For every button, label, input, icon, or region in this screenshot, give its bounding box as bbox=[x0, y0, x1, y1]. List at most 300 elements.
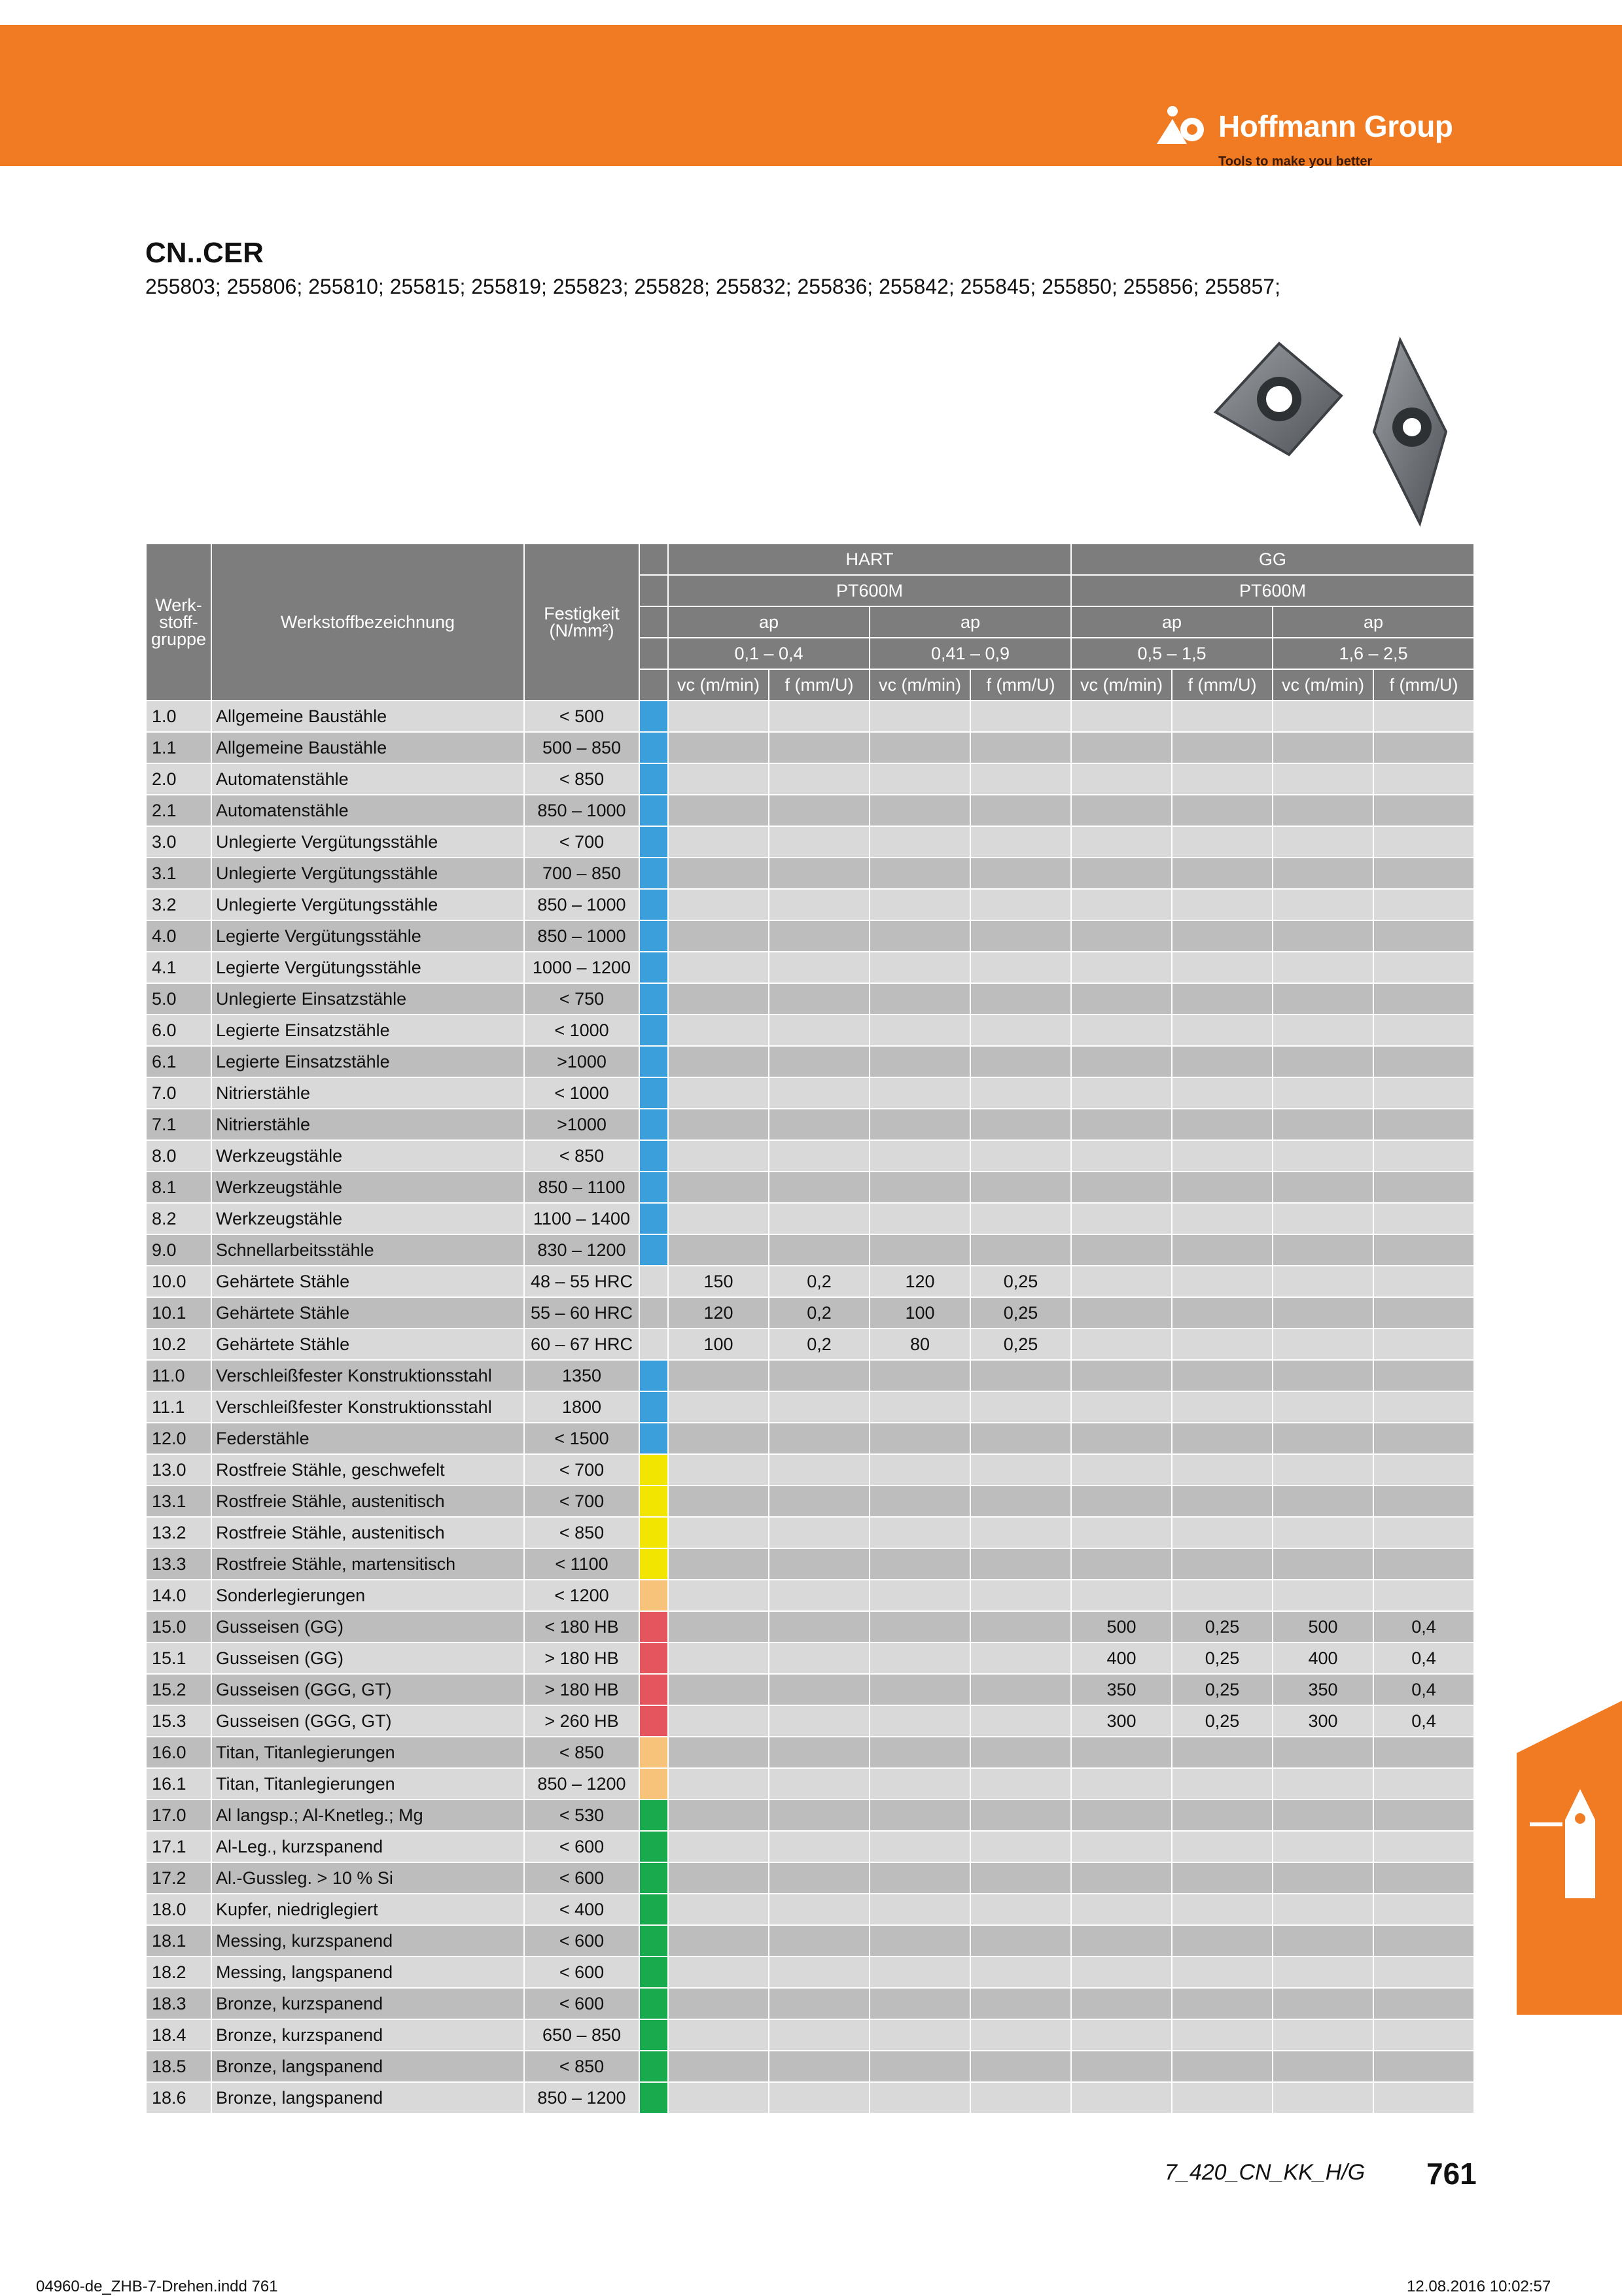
feed-value bbox=[1172, 1360, 1273, 1391]
feed-value: 0,2 bbox=[769, 1329, 870, 1360]
cutting-speed-value bbox=[1273, 1548, 1373, 1580]
material-strength: < 850 bbox=[524, 1737, 639, 1768]
material-name: Nitrierstähle bbox=[211, 1109, 524, 1140]
feed-value bbox=[769, 1862, 870, 1894]
cutting-speed-value bbox=[668, 1172, 769, 1203]
material-name: Kupfer, niedriglegiert bbox=[211, 1894, 524, 1925]
feed-value: 0,25 bbox=[1172, 1705, 1273, 1737]
feed-value bbox=[1373, 1486, 1474, 1517]
feed-value: 0,4 bbox=[1373, 1674, 1474, 1705]
vc-header: vc (m/min) bbox=[1273, 669, 1373, 701]
feed-value bbox=[1172, 1894, 1273, 1925]
feed-value bbox=[1172, 763, 1273, 795]
material-name: Gusseisen (GGG, GT) bbox=[211, 1705, 524, 1737]
material-color-swatch bbox=[639, 1643, 668, 1674]
feed-value bbox=[769, 1611, 870, 1643]
cutting-speed-value bbox=[668, 1643, 769, 1674]
feed-value bbox=[769, 1768, 870, 1800]
material-group-number: 13.3 bbox=[146, 1548, 211, 1580]
feed-value bbox=[1172, 1046, 1273, 1077]
material-name: Unlegierte Vergütungsstähle bbox=[211, 889, 524, 920]
cutting-speed-value bbox=[1273, 826, 1373, 858]
feed-value bbox=[1172, 1203, 1273, 1234]
material-name: Legierte Vergütungsstähle bbox=[211, 952, 524, 983]
material-color-swatch bbox=[639, 1046, 668, 1077]
material-strength: < 180 HB bbox=[524, 1611, 639, 1643]
article-numbers: 255803; 255806; 255810; 255815; 255819; 255823; 255828; 255832; 255836; 255842; 255845; 255850; 255856; 255857; bbox=[145, 275, 1280, 298]
feed-value bbox=[970, 826, 1071, 858]
cutting-speed-value bbox=[1071, 952, 1172, 983]
feed-value bbox=[1373, 1580, 1474, 1611]
material-color-swatch bbox=[639, 952, 668, 983]
ap-label: ap bbox=[1273, 606, 1474, 638]
ap-label: ap bbox=[1071, 606, 1273, 638]
feed-value bbox=[970, 1674, 1071, 1705]
table-row bbox=[146, 1140, 1474, 1172]
table-row bbox=[146, 1580, 1474, 1611]
feed-value bbox=[1373, 1894, 1474, 1925]
material-strength: 850 – 1200 bbox=[524, 1768, 639, 1800]
cutting-speed-value bbox=[668, 1391, 769, 1423]
feed-value bbox=[1373, 858, 1474, 889]
feed-value bbox=[970, 1517, 1071, 1548]
print-info-file: 04960-de_ZHB-7-Drehen.indd 761 bbox=[36, 2278, 278, 2295]
cutting-speed-value bbox=[1071, 1234, 1172, 1266]
feed-value: 0,4 bbox=[1373, 1643, 1474, 1674]
material-strength: < 500 bbox=[524, 701, 639, 732]
material-color-swatch bbox=[639, 732, 668, 763]
feed-value bbox=[1172, 826, 1273, 858]
feed-value bbox=[1172, 1329, 1273, 1360]
cutting-speed-value bbox=[870, 1643, 970, 1674]
material-strength: < 530 bbox=[524, 1800, 639, 1831]
material-color-swatch bbox=[639, 858, 668, 889]
feed-value bbox=[970, 889, 1071, 920]
cutting-speed-value bbox=[870, 1988, 970, 2019]
cutting-speed-value bbox=[1071, 1486, 1172, 1517]
cutting-speed-value bbox=[1273, 889, 1373, 920]
table-row bbox=[146, 983, 1474, 1015]
material-strength: 1350 bbox=[524, 1360, 639, 1391]
cutting-speed-value bbox=[870, 795, 970, 826]
feed-value bbox=[1373, 952, 1474, 983]
feed-value bbox=[970, 1705, 1071, 1737]
feed-value bbox=[769, 1140, 870, 1172]
cutting-speed-value bbox=[668, 1862, 769, 1894]
feed-value bbox=[970, 1046, 1071, 1077]
feed-value bbox=[1373, 2019, 1474, 2051]
cutting-speed-value bbox=[1273, 1109, 1373, 1140]
feed-value bbox=[1373, 1297, 1474, 1329]
cutting-speed-value bbox=[1071, 920, 1172, 952]
material-name: Rostfreie Stähle, martensitisch bbox=[211, 1548, 524, 1580]
cutting-speed-value bbox=[668, 1486, 769, 1517]
material-color-swatch bbox=[639, 1674, 668, 1705]
material-color-swatch bbox=[639, 1172, 668, 1203]
feed-value bbox=[769, 701, 870, 732]
material-name: Legierte Vergütungsstähle bbox=[211, 920, 524, 952]
cutting-speed-value bbox=[1071, 763, 1172, 795]
feed-value bbox=[769, 1234, 870, 1266]
feed-value bbox=[970, 1580, 1071, 1611]
material-group-number: 15.2 bbox=[146, 1674, 211, 1705]
material-strength: 500 – 850 bbox=[524, 732, 639, 763]
print-info-date: 12.08.2016 10:02:57 bbox=[1407, 2278, 1551, 2295]
material-name: Al.-Gussleg. > 10 % Si bbox=[211, 1862, 524, 1894]
cutting-speed-value bbox=[668, 1674, 769, 1705]
feed-value bbox=[1373, 1329, 1474, 1360]
feed-value bbox=[970, 795, 1071, 826]
cutting-speed-value bbox=[870, 1203, 970, 1234]
feed-value bbox=[769, 795, 870, 826]
feed-value bbox=[1373, 1517, 1474, 1548]
cutting-speed-value bbox=[870, 701, 970, 732]
color-col-header bbox=[639, 638, 668, 669]
material-name: Gehärtete Stähle bbox=[211, 1329, 524, 1360]
feed-value bbox=[769, 1486, 870, 1517]
feed-value bbox=[769, 858, 870, 889]
cutting-speed-value bbox=[668, 1925, 769, 1957]
feed-value bbox=[970, 763, 1071, 795]
cutting-speed-value bbox=[668, 1109, 769, 1140]
feed-value bbox=[1172, 1580, 1273, 1611]
feed-value bbox=[1172, 1454, 1273, 1486]
material-strength: 60 – 67 HRC bbox=[524, 1329, 639, 1360]
table-row bbox=[146, 858, 1474, 889]
cutting-speed-value: 120 bbox=[870, 1266, 970, 1297]
material-name: Gehärtete Stähle bbox=[211, 1266, 524, 1297]
cutting-speed-value bbox=[870, 952, 970, 983]
cutting-speed-value bbox=[870, 763, 970, 795]
material-strength: < 850 bbox=[524, 763, 639, 795]
material-strength: 1100 – 1400 bbox=[524, 1203, 639, 1234]
feed-value bbox=[1373, 920, 1474, 952]
footer-code: 7_420_CN_KK_H/G bbox=[1165, 2160, 1366, 2185]
material-group-number: 18.3 bbox=[146, 1988, 211, 2019]
cutting-speed-value bbox=[870, 1674, 970, 1705]
cutting-speed-value bbox=[1273, 1988, 1373, 2019]
feed-value: 0,25 bbox=[970, 1297, 1071, 1329]
material-name: Bronze, kurzspanend bbox=[211, 2019, 524, 2051]
cutting-speed-value bbox=[1273, 1391, 1373, 1423]
feed-value bbox=[1172, 795, 1273, 826]
color-col-header bbox=[639, 575, 668, 606]
material-name: Al-Leg., kurzspanend bbox=[211, 1831, 524, 1862]
cutting-speed-value bbox=[870, 826, 970, 858]
material-color-swatch bbox=[639, 1077, 668, 1109]
cutting-speed-value bbox=[668, 1894, 769, 1925]
material-strength: < 600 bbox=[524, 1957, 639, 1988]
material-name: Werkzeugstähle bbox=[211, 1140, 524, 1172]
top-margin-line bbox=[0, 0, 1622, 26]
cutting-speed-value bbox=[1071, 732, 1172, 763]
feed-value bbox=[769, 983, 870, 1015]
material-color-swatch bbox=[639, 889, 668, 920]
feed-value bbox=[1373, 1423, 1474, 1454]
material-group-number: 5.0 bbox=[146, 983, 211, 1015]
material-strength: < 700 bbox=[524, 826, 639, 858]
feed-value bbox=[769, 1172, 870, 1203]
feed-value bbox=[1172, 1831, 1273, 1862]
cutting-speed-value bbox=[870, 1957, 970, 1988]
cutting-speed-value bbox=[1071, 1988, 1172, 2019]
feed-value bbox=[769, 1454, 870, 1486]
table-row bbox=[146, 732, 1474, 763]
feed-value bbox=[1373, 1109, 1474, 1140]
cutting-speed-value: 100 bbox=[668, 1329, 769, 1360]
material-strength: < 750 bbox=[524, 983, 639, 1015]
cutting-speed-value bbox=[668, 1234, 769, 1266]
material-color-swatch bbox=[639, 1957, 668, 1988]
insert-product-image bbox=[1204, 334, 1479, 530]
cutting-speed-value bbox=[1071, 858, 1172, 889]
material-group-number: 18.6 bbox=[146, 2082, 211, 2113]
material-group-number: 4.1 bbox=[146, 952, 211, 983]
cutting-speed-value bbox=[1273, 1015, 1373, 1046]
feed-value bbox=[1373, 732, 1474, 763]
cutting-speed-value bbox=[870, 1423, 970, 1454]
ap-range: 0,5 – 1,5 bbox=[1071, 638, 1273, 669]
feed-value bbox=[769, 1737, 870, 1768]
feed-value bbox=[1373, 1140, 1474, 1172]
feed-value bbox=[1373, 1831, 1474, 1862]
cutting-speed-value bbox=[870, 1391, 970, 1423]
feed-value bbox=[1172, 1737, 1273, 1768]
material-group-number: 3.2 bbox=[146, 889, 211, 920]
feed-value bbox=[970, 1391, 1071, 1423]
table-row bbox=[146, 1548, 1474, 1580]
cutting-speed-value bbox=[870, 1705, 970, 1737]
cutting-speed-value bbox=[1273, 1077, 1373, 1109]
feed-value bbox=[769, 1046, 870, 1077]
cutting-speed-value bbox=[668, 826, 769, 858]
feed-value bbox=[1373, 1988, 1474, 2019]
feed-value: 0,25 bbox=[1172, 1611, 1273, 1643]
feed-value bbox=[769, 2051, 870, 2082]
group-hart: HART bbox=[668, 544, 1071, 575]
feed-value bbox=[970, 1768, 1071, 1800]
feed-value bbox=[1373, 1454, 1474, 1486]
cutting-speed-value bbox=[870, 2019, 970, 2051]
material-strength: < 600 bbox=[524, 1925, 639, 1957]
material-name: Gusseisen (GG) bbox=[211, 1643, 524, 1674]
cutting-speed-value bbox=[870, 1486, 970, 1517]
cutting-speed-value bbox=[668, 1800, 769, 1831]
table-row bbox=[146, 1360, 1474, 1391]
feed-value bbox=[769, 1203, 870, 1234]
material-color-swatch bbox=[639, 1737, 668, 1768]
material-strength: 850 – 1100 bbox=[524, 1172, 639, 1203]
cutting-speed-value bbox=[870, 1580, 970, 1611]
cutting-speed-value bbox=[1071, 1391, 1172, 1423]
cutting-speed-value bbox=[870, 1454, 970, 1486]
material-color-swatch bbox=[639, 2082, 668, 2113]
material-name: Legierte Einsatzstähle bbox=[211, 1046, 524, 1077]
material-strength: 48 – 55 HRC bbox=[524, 1266, 639, 1297]
cutting-speed-value bbox=[870, 1925, 970, 1957]
material-name: Sonderlegierungen bbox=[211, 1580, 524, 1611]
cutting-speed-value bbox=[870, 1831, 970, 1862]
feed-value bbox=[1373, 701, 1474, 732]
cutting-speed-value bbox=[870, 1862, 970, 1894]
table-row bbox=[146, 826, 1474, 858]
material-color-swatch bbox=[639, 1297, 668, 1329]
cutting-speed-value bbox=[1273, 1329, 1373, 1360]
feed-value bbox=[1373, 1548, 1474, 1580]
material-strength: < 1000 bbox=[524, 1077, 639, 1109]
material-color-swatch bbox=[639, 1580, 668, 1611]
table-row bbox=[146, 2051, 1474, 2082]
cutting-speed-value bbox=[870, 1015, 970, 1046]
cutting-speed-value bbox=[1273, 1831, 1373, 1862]
cutting-speed-value: 400 bbox=[1071, 1643, 1172, 1674]
table-row bbox=[146, 1172, 1474, 1203]
cutting-speed-value bbox=[870, 889, 970, 920]
material-strength: 700 – 850 bbox=[524, 858, 639, 889]
feed-value bbox=[970, 952, 1071, 983]
feed-value bbox=[970, 1643, 1071, 1674]
material-name: Bronze, langspanend bbox=[211, 2082, 524, 2113]
material-color-swatch bbox=[639, 1988, 668, 2019]
feed-value bbox=[769, 1674, 870, 1705]
cutting-speed-value bbox=[668, 1611, 769, 1643]
cutting-speed-value bbox=[1273, 1894, 1373, 1925]
material-group-number: 6.0 bbox=[146, 1015, 211, 1046]
material-group-number: 7.0 bbox=[146, 1077, 211, 1109]
cutting-speed-value bbox=[1071, 1862, 1172, 1894]
cutting-speed-value bbox=[870, 1077, 970, 1109]
cutting-speed-value bbox=[870, 858, 970, 889]
material-strength: < 600 bbox=[524, 1862, 639, 1894]
cutting-speed-value bbox=[1273, 732, 1373, 763]
material-color-swatch bbox=[639, 1894, 668, 1925]
group-gg: GG bbox=[1071, 544, 1474, 575]
material-color-swatch bbox=[639, 1203, 668, 1234]
cutting-speed-value bbox=[1273, 1423, 1373, 1454]
cutting-speed-value bbox=[1273, 1297, 1373, 1329]
cutting-speed-value bbox=[668, 795, 769, 826]
material-group-number: 8.0 bbox=[146, 1140, 211, 1172]
cutting-speed-value bbox=[668, 701, 769, 732]
feed-value bbox=[1172, 920, 1273, 952]
cutting-speed-value bbox=[1071, 983, 1172, 1015]
material-group-number: 7.1 bbox=[146, 1109, 211, 1140]
material-name: Schnellarbeitsstähle bbox=[211, 1234, 524, 1266]
cutting-speed-value bbox=[1273, 920, 1373, 952]
feed-value bbox=[769, 1705, 870, 1737]
feed-value bbox=[1172, 2019, 1273, 2051]
f-header: f (mm/U) bbox=[1373, 669, 1474, 701]
material-name: Automatenstähle bbox=[211, 795, 524, 826]
table-row bbox=[146, 2082, 1474, 2113]
table-row bbox=[146, 1674, 1474, 1705]
material-color-swatch bbox=[639, 1925, 668, 1957]
feed-value bbox=[1373, 983, 1474, 1015]
material-group-number: 16.1 bbox=[146, 1768, 211, 1800]
cutting-speed-value bbox=[870, 1768, 970, 1800]
material-color-swatch bbox=[639, 1266, 668, 1297]
feed-value bbox=[970, 1611, 1071, 1643]
material-strength: 850 – 1000 bbox=[524, 920, 639, 952]
material-name: Nitrierstähle bbox=[211, 1077, 524, 1109]
cutting-speed-value bbox=[1273, 701, 1373, 732]
material-color-swatch bbox=[639, 1391, 668, 1423]
material-color-swatch bbox=[639, 1360, 668, 1391]
material-color-swatch bbox=[639, 920, 668, 952]
material-name: Allgemeine Baustähle bbox=[211, 732, 524, 763]
cutting-speed-value bbox=[1071, 1894, 1172, 1925]
cutting-speed-value bbox=[668, 1705, 769, 1737]
cutting-speed-value bbox=[1273, 1768, 1373, 1800]
feed-value bbox=[970, 2019, 1071, 2051]
feed-value bbox=[1172, 952, 1273, 983]
material-group-number: 12.0 bbox=[146, 1423, 211, 1454]
feed-value bbox=[1373, 1957, 1474, 1988]
cutting-speed-value bbox=[1273, 1234, 1373, 1266]
cutting-speed-value bbox=[870, 2082, 970, 2113]
cutting-speed-value bbox=[668, 1360, 769, 1391]
material-color-swatch bbox=[639, 2019, 668, 2051]
feed-value bbox=[1172, 1109, 1273, 1140]
cutting-speed-value bbox=[870, 1517, 970, 1548]
table-row bbox=[146, 1203, 1474, 1234]
cutting-speed-value bbox=[1071, 2019, 1172, 2051]
feed-value bbox=[1373, 1203, 1474, 1234]
feed-value bbox=[970, 1957, 1071, 1988]
cutting-speed-value bbox=[1273, 858, 1373, 889]
cutting-speed-value bbox=[1273, 1800, 1373, 1831]
feed-value bbox=[1373, 826, 1474, 858]
ap-range: 0,41 – 0,9 bbox=[870, 638, 1071, 669]
brand-tagline: Tools to make you better bbox=[1218, 154, 1373, 169]
cutting-speed-value bbox=[668, 889, 769, 920]
material-strength: >1000 bbox=[524, 1109, 639, 1140]
feed-value bbox=[970, 1234, 1071, 1266]
table-row bbox=[146, 1988, 1474, 2019]
cutting-speed-value bbox=[1273, 1737, 1373, 1768]
cutting-speed-value bbox=[1071, 1077, 1172, 1109]
feed-value: 0,25 bbox=[1172, 1643, 1273, 1674]
feed-value bbox=[1172, 1862, 1273, 1894]
feed-value bbox=[769, 732, 870, 763]
feed-value bbox=[1373, 1266, 1474, 1297]
material-name: Al langsp.; Al-Knetleg.; Mg bbox=[211, 1800, 524, 1831]
feed-value bbox=[769, 1831, 870, 1862]
feed-value bbox=[1373, 1077, 1474, 1109]
material-strength: 55 – 60 HRC bbox=[524, 1297, 639, 1329]
feed-value bbox=[970, 920, 1071, 952]
material-color-swatch bbox=[639, 1831, 668, 1862]
material-color-swatch bbox=[639, 1548, 668, 1580]
material-group-number: 13.0 bbox=[146, 1454, 211, 1486]
grade-gg: PT600M bbox=[1071, 575, 1474, 606]
cutting-speed-value bbox=[1071, 1957, 1172, 1988]
feed-value bbox=[1373, 1360, 1474, 1391]
material-group-number: 8.1 bbox=[146, 1172, 211, 1203]
material-color-swatch bbox=[639, 1140, 668, 1172]
material-color-swatch bbox=[639, 1423, 668, 1454]
material-strength: 1000 – 1200 bbox=[524, 952, 639, 983]
material-strength: < 850 bbox=[524, 1140, 639, 1172]
cutting-speed-value: 300 bbox=[1273, 1705, 1373, 1737]
brand-name: Hoffmann Group bbox=[1218, 109, 1453, 143]
cutting-speed-value bbox=[1273, 1925, 1373, 1957]
feed-value bbox=[1172, 2082, 1273, 2113]
cutting-speed-value bbox=[870, 1140, 970, 1172]
material-color-swatch bbox=[639, 1454, 668, 1486]
material-strength: < 600 bbox=[524, 1988, 639, 2019]
color-col-header bbox=[639, 544, 668, 575]
